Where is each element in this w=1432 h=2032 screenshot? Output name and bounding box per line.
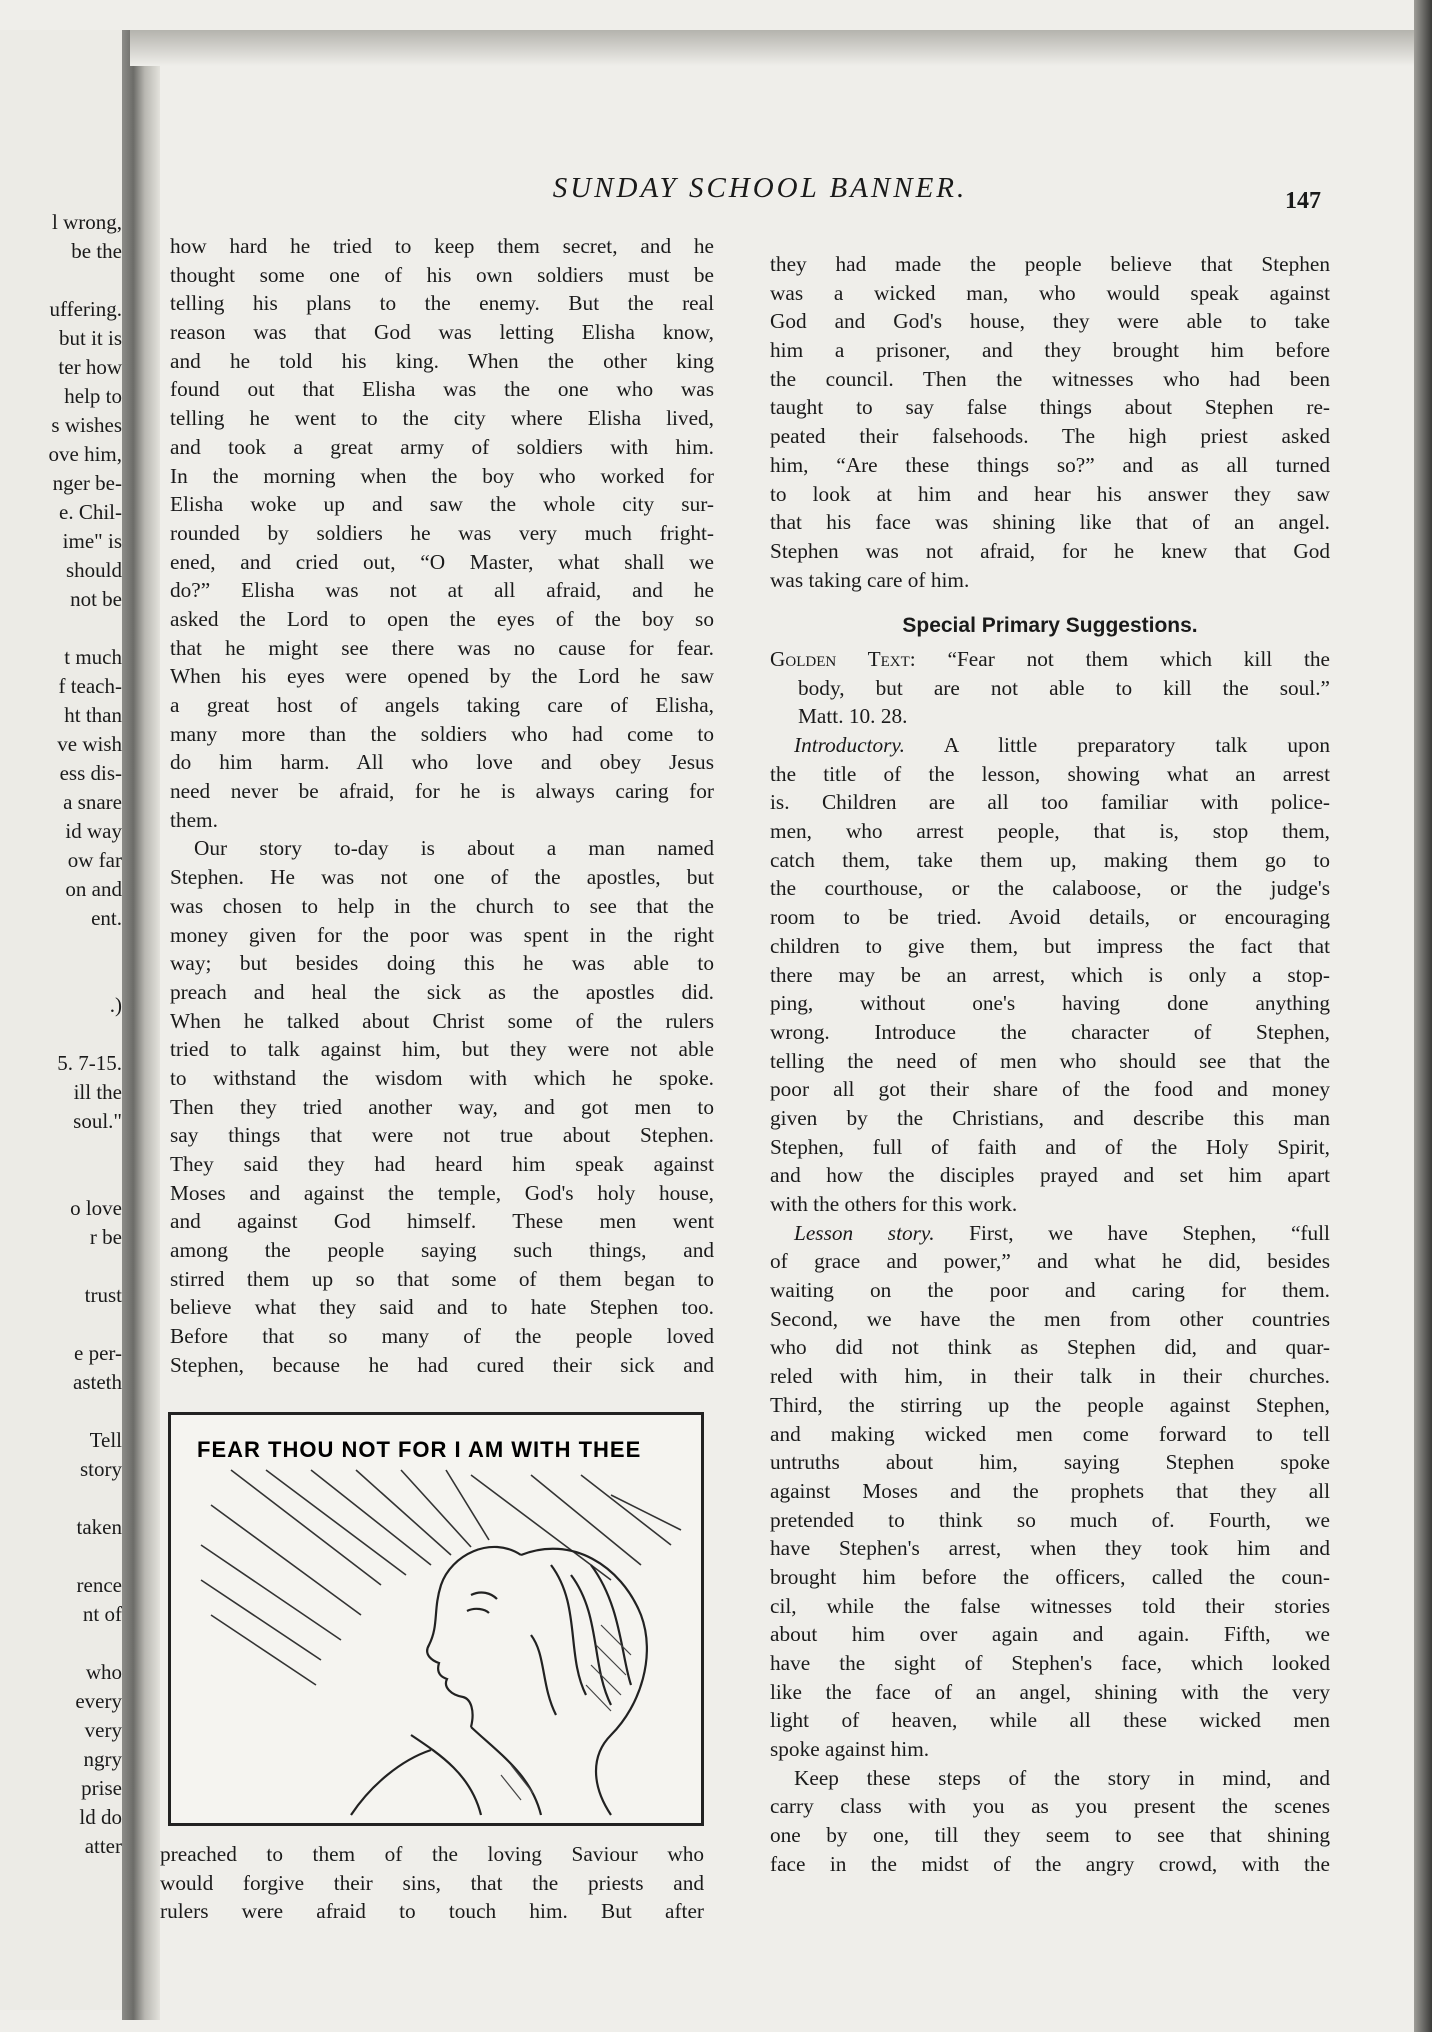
text-line: him a prisoner, and they brought him before (770, 338, 1330, 363)
book-spine (122, 30, 160, 2020)
facing-line: ve wish (57, 732, 122, 756)
running-head: SUNDAY SCHOOL BANNER. (552, 172, 968, 204)
text-line: waiting on the poor and caring for them. (770, 1278, 1330, 1303)
facing-line: rence (76, 1573, 122, 1597)
text-line: poor all got their share of the food and money (770, 1077, 1330, 1102)
text-line: of grace and power,” and what he did, besides (770, 1249, 1330, 1274)
text-line: there may be an arrest, which is only a stop- (770, 962, 1330, 987)
text-line: rulers were afraid to touch him. But after (160, 1899, 704, 1924)
text-line: believe what they said and to hate Stephen too. (170, 1295, 714, 1320)
facing-line: ill the (73, 1080, 122, 1104)
stephen-portrait-drawing (171, 1415, 701, 1823)
illustration (168, 1412, 704, 1826)
facing-line: ent. (91, 906, 122, 930)
stephen-profile (351, 1547, 647, 1815)
introductory-paragraph (770, 731, 1330, 1219)
text-line: many more than the soldiers who had come to (170, 721, 714, 746)
facing-line: not be (70, 587, 122, 611)
text-line: brought him before the officers, called the coun- (770, 1564, 1330, 1589)
facing-line: who (85, 1660, 122, 1684)
text-line: how hard he tried to keep them secret, and he (170, 234, 714, 258)
text-line: with the others for this work. (770, 1192, 1018, 1216)
facing-line (0, 614, 122, 643)
page-147 (160, 60, 1414, 2020)
facing-line: ove him, (48, 442, 122, 466)
text-line (770, 1219, 1330, 1248)
text-line: say things that were not true about Stephen. (170, 1123, 714, 1148)
text-line: that he might see there was no cause for fear. (170, 635, 714, 660)
text-line: them. (170, 807, 218, 832)
text-line: among the people saying such things, and (170, 1238, 714, 1263)
text-line: children to give them, but impress the fact that (770, 933, 1330, 958)
paragraph-label: Lesson story. (794, 1220, 935, 1245)
text-line: about him over again and again. Fifth, we (770, 1622, 1330, 1647)
text-line: Our story to-day is about a man named (194, 836, 714, 861)
text-line: In the morning when the boy who worked for (170, 463, 714, 488)
text-line: catch them, take them up, making them go to (770, 847, 1330, 872)
facing-line: ld do (79, 1805, 122, 1829)
text-line: Before that so many of the people loved (170, 1324, 714, 1349)
text-line: against Moses and the prophets that they all (770, 1478, 1330, 1503)
scan-edge (1414, 0, 1432, 2032)
facing-line: 5. 7-15. (57, 1051, 122, 1075)
facing-line: .) (109, 993, 122, 1017)
text-line: ping, without one's having done anything (770, 991, 1330, 1016)
text-line: When his eyes were opened by the Lord he saw (170, 664, 714, 689)
text-line: was chosen to help in the church to see that the (170, 893, 714, 918)
golden-text-quote: “Fear not them which kill the (915, 646, 1330, 671)
stephen-story-paragraph (170, 834, 714, 1379)
facing-line: nger be- (52, 471, 122, 495)
text-line (770, 731, 1330, 760)
facing-line: s wishes (51, 413, 122, 437)
facing-line: on and (65, 877, 122, 901)
text-line: thought some one of his own soldiers must be (170, 262, 714, 287)
facing-page-text (0, 208, 122, 1861)
facing-line: r be (89, 1225, 122, 1249)
facing-line: nt of (82, 1602, 122, 1626)
text-line: room to be tried. Avoid details, or encouraging (770, 905, 1330, 930)
facing-line (0, 1252, 122, 1281)
golden-text-line: Matt. 10. 28. (798, 704, 908, 729)
facing-line: ht than (64, 703, 122, 727)
text-line: and making wicked men come forward to tell (770, 1421, 1330, 1446)
text-line: Third, the stirring up the people against Stephen, (770, 1392, 1330, 1417)
text-line: Stephen, because he had cured their sick and (170, 1352, 714, 1377)
text-line: pretended to think so much of. Fourth, we (770, 1507, 1330, 1532)
facing-line: f teach- (58, 674, 122, 698)
text-line: who did not think as Stephen did, and quar- (770, 1335, 1330, 1360)
facing-line: trust (84, 1283, 122, 1307)
text-line: stirred them up so that some of them began to (170, 1266, 714, 1291)
page-number: 147 (1285, 188, 1321, 214)
text-line: taught to say false things about Stephen re- (770, 395, 1330, 420)
facing-line: uffering. (49, 297, 122, 321)
text-line: reled with him, in their talk in their churches. (770, 1364, 1330, 1389)
text-line: rounded by soldiers he was very much fright- (170, 520, 714, 545)
text-line: do him harm. All who love and obey Jesus (170, 750, 714, 775)
text-line: and against God himself. These men went (170, 1209, 714, 1234)
text-line: and he told his king. When the other king (170, 348, 714, 373)
text-line: Second, we have the men from other countries (770, 1306, 1330, 1331)
facing-line: every (75, 1689, 122, 1713)
facing-line: taken (76, 1515, 122, 1539)
text-line: light of heaven, while all these wicked men (770, 1708, 1330, 1733)
facing-line (0, 1484, 122, 1513)
text-line: asked the Lord to open the eyes of the boy so (170, 606, 714, 631)
text-line: telling his plans to the enemy. But the real (170, 291, 714, 316)
golden-text-label: Golden Text: (770, 646, 916, 671)
facing-line: l wrong, (52, 210, 122, 234)
text-line: Keep these steps of the story in mind, and (794, 1765, 1330, 1790)
text-line: have Stephen's arrest, when they took him and (770, 1536, 1330, 1561)
section-heading: Special Primary Suggestions. (902, 614, 1198, 638)
elisha-paragraph (170, 232, 714, 834)
right-column (770, 250, 1330, 1879)
text-line: money given for the poor was spent in the right (170, 922, 714, 947)
text-line: spoke against him. (770, 1737, 930, 1762)
facing-line: Tell (89, 1428, 122, 1452)
left-column (170, 232, 714, 1380)
text-line: way; but besides doing this he was able to (170, 951, 714, 976)
text-line: was a wicked man, who would speak against (770, 280, 1330, 305)
text-line: the courthouse, or the calaboose, or the judge's (770, 876, 1330, 901)
facing-line: e per- (74, 1341, 122, 1365)
text-line: Moses and against the temple, God's holy house, (170, 1180, 714, 1205)
text-line: do?” Elisha was not at all afraid, and he (170, 578, 714, 603)
facing-line (0, 1020, 122, 1049)
facing-line: help to (64, 384, 122, 408)
text-line: Elisha woke up and saw the whole city sur- (170, 492, 714, 517)
text-line: men, who arrest people, that is, stop them, (770, 819, 1330, 844)
illustration-caption: FEAR THOU NOT FOR I AM WITH THEE (197, 1437, 642, 1462)
paragraph-label: Introductory. (794, 733, 906, 757)
facing-line: a snare (63, 790, 122, 814)
facing-line: asteth (73, 1370, 122, 1394)
facing-line: very (84, 1718, 122, 1742)
facing-line: o love (70, 1196, 122, 1220)
facing-line: be the (71, 239, 122, 263)
golden-text (770, 645, 1330, 731)
text-line: When he talked about Christ some of the rulers (170, 1008, 714, 1033)
paragraph-first-line: A little preparatory talk upon (905, 733, 1330, 757)
facing-line (0, 1629, 122, 1658)
text-line: was taking care of him. (770, 567, 970, 592)
text-line: him, “Are these things so?” and as all turned (770, 452, 1330, 477)
facing-line: ess dis- (59, 761, 122, 785)
text-line: would forgive their sins, that the priests and (160, 1870, 704, 1895)
text-line: ened, and cried out, “O Master, what shall we (170, 549, 714, 574)
text-line: have the sight of Stephen's face, which looked (770, 1651, 1330, 1675)
text-line: a great host of angels taking care of Elisha, (170, 693, 714, 717)
text-line: to look at him and hear his answer they saw (770, 481, 1330, 506)
facing-line: should (65, 558, 122, 582)
facing-line: story (80, 1457, 122, 1481)
facing-line (0, 1136, 122, 1165)
facing-line (0, 1165, 122, 1194)
facing-line: prise (81, 1776, 122, 1800)
text-line: They said they had heard him speak against (170, 1152, 714, 1176)
facing-line: id way (65, 819, 122, 843)
lesson-story-paragraph (770, 1219, 1330, 1764)
text-line: they had made the people believe that Stephen (770, 252, 1330, 276)
text-line: God and God's house, they were able to take (770, 309, 1330, 334)
text-line: is. Children are all too familiar with police- (770, 790, 1330, 815)
golden-text-line: body, but are not able to kill the soul.” (798, 675, 1330, 700)
text-line: cil, while the false witnesses told their stories (770, 1593, 1330, 1618)
facing-line: soul." (73, 1109, 122, 1133)
text-line: tried to talk against him, but they were not able (170, 1037, 714, 1062)
text-line: like the face of an angel, shining with the very (770, 1679, 1330, 1704)
facing-line: ime" is (62, 529, 122, 553)
facing-line: ter how (58, 355, 122, 379)
text-line: Then they tried another way, and got men to (170, 1094, 714, 1119)
text-line: found out that Elisha was the one who was (170, 377, 714, 402)
text-line: untruths about him, saying Stephen spoke (770, 1450, 1330, 1475)
facing-line (0, 266, 122, 295)
text-line: preached to them of the loving Saviour who (160, 1842, 704, 1866)
facing-line: t much (64, 645, 122, 669)
text-line: one by one, till they seem to see that shining (770, 1823, 1330, 1848)
text-line: Stephen, full of faith and of the Holy Spirit, (770, 1134, 1330, 1159)
text-line: Stephen was not afraid, for he knew that God (770, 538, 1330, 563)
facing-line (0, 1397, 122, 1426)
facing-line (0, 1542, 122, 1571)
facing-line: but it is (58, 326, 122, 350)
text-line: that his face was shining like that of an angel. (770, 510, 1330, 535)
text-line: given by the Christians, and describe this man (770, 1105, 1330, 1130)
text-line: and how the disciples prayed and set him apart (770, 1163, 1330, 1188)
facing-line: atter (84, 1834, 122, 1858)
closing-paragraph (770, 1764, 1330, 1879)
text-line: reason was that God was letting Elisha know, (170, 320, 714, 345)
facing-line (0, 933, 122, 962)
text-line: peated their falsehoods. The high priest asked (770, 424, 1330, 449)
text-line: telling the need of men who should see that the (770, 1048, 1330, 1073)
facing-page (0, 30, 128, 2010)
paragraph-first-line: First, we have Stephen, “full (934, 1220, 1330, 1245)
left-column-bottom (160, 1840, 704, 1926)
text-line: wrong. Introduce the character of Stephen, (770, 1019, 1330, 1044)
facing-line: e. Chil- (59, 500, 122, 524)
facing-line: ow far (67, 848, 122, 872)
text-line: the title of the lesson, showing what an arrest (770, 761, 1330, 786)
stephen-arrest-paragraph (770, 250, 1330, 594)
golden-text-line (770, 645, 1330, 674)
text-line: to withstand the wisdom with which he spoke. (170, 1065, 714, 1090)
text-line: preach and heal the sick as the apostles did. (170, 979, 714, 1004)
text-line: face in the midst of the angry crowd, with the (770, 1851, 1330, 1876)
text-line: the council. Then the witnesses who had been (770, 366, 1330, 391)
light-rays (201, 1470, 681, 1685)
facing-line: ngry (83, 1747, 122, 1771)
facing-line (0, 1310, 122, 1339)
text-line: carry class with you as you present the scenes (770, 1794, 1330, 1819)
facing-line (0, 962, 122, 991)
text-line: need never be afraid, for he is always caring for (170, 779, 714, 804)
text-line: Stephen. He was not one of the apostles, but (170, 865, 714, 890)
text-line: telling he went to the city where Elisha lived, (170, 406, 714, 431)
text-line: and took a great army of soldiers with him. (170, 434, 714, 459)
